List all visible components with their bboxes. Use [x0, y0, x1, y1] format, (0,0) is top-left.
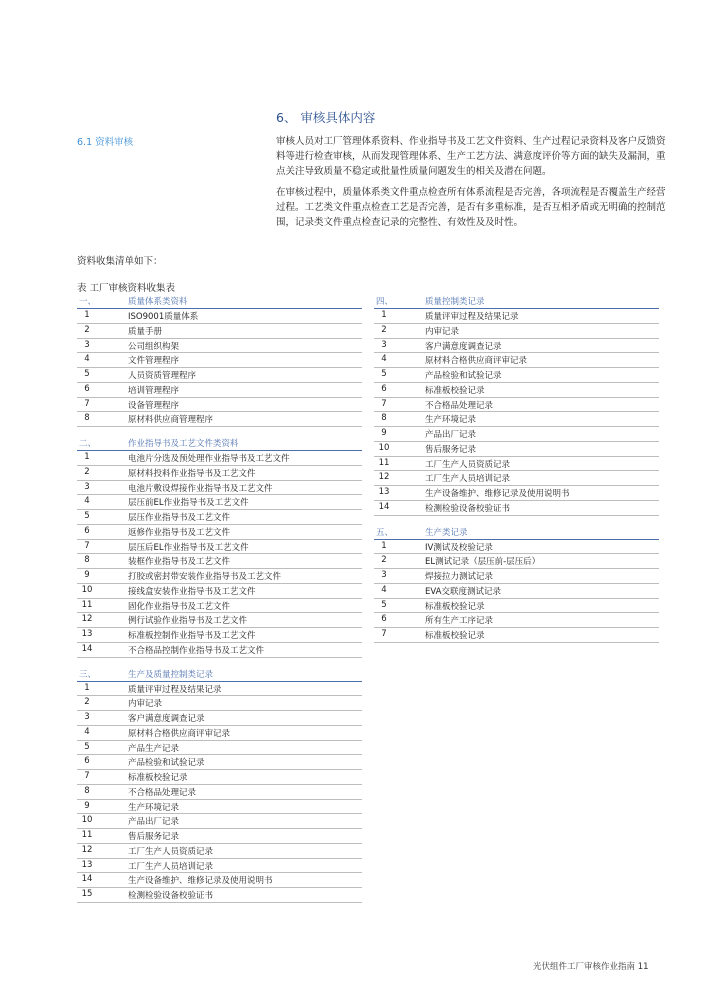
row-number: 9 [381, 428, 387, 438]
row-number: 10 [81, 815, 93, 826]
row-number: 13 [378, 487, 390, 497]
row-number: 2 [84, 466, 90, 477]
row-text: 产品生产记录 [128, 743, 180, 754]
table-group [77, 295, 362, 427]
row-text: 层压后EL作业指导书及工艺文件 [128, 542, 249, 553]
table-row [77, 540, 362, 555]
row-text: 工厂生产人员资质记录 [425, 459, 511, 470]
table-left-column [77, 295, 362, 913]
table-row [77, 398, 362, 413]
table-row [77, 383, 362, 398]
table-row [77, 353, 362, 368]
table-row [77, 481, 362, 496]
row-number: 7 [381, 629, 387, 639]
body-paragraph: 在审核过程中，质量体系类文件重点检查所有体系流程是否完善，各项流程是否覆盖生产经营过程。工艺类文件重点检查工艺是否完善，是否有多重标准，是否互相矛盾或无明确的控制范围，记录类文件重点检查记录的完整性、有效性及及时性。 [276, 187, 666, 228]
row-number: 7 [381, 398, 387, 409]
table-row [374, 628, 659, 643]
row-text: 标准板控制作业指导书及工艺文件 [128, 631, 256, 641]
row-text: 不合格品控制作业指导书及工艺文件 [128, 645, 265, 656]
row-number: 8 [84, 413, 90, 424]
table-row [374, 584, 659, 599]
table-row [77, 599, 362, 614]
row-number: 7 [84, 771, 90, 781]
table-row [77, 755, 362, 770]
row-number: 5 [84, 741, 90, 752]
row-number: 15 [81, 889, 93, 899]
row-number: 14 [81, 874, 93, 885]
row-text: 例行试验作业指导书及工艺文件 [128, 616, 248, 627]
row-text: 原材料合格供应商评审记录 [128, 728, 231, 739]
row-text: 电池片敷设焊接作业指导书及工艺文件 [128, 483, 273, 494]
row-number: 12 [378, 472, 390, 483]
row-text: 标准板校验记录 [425, 601, 485, 612]
group-title: 生产类记录 [425, 527, 468, 538]
row-text: ISO9001质量体系 [128, 312, 199, 322]
row-number: 4 [84, 726, 90, 737]
group-title: 生产及质量控制类记录 [128, 669, 214, 680]
table-row [77, 829, 362, 844]
row-number: 9 [84, 570, 90, 580]
row-number: 1 [84, 452, 90, 462]
row-text: 客户满意度调查记录 [128, 714, 205, 724]
row-number: 11 [81, 599, 93, 610]
row-text: 生产设备维护、维修记录及使用说明书 [425, 489, 570, 499]
row-number: 5 [84, 511, 90, 521]
row-number: 14 [81, 643, 93, 654]
row-text: 公司组织构架 [128, 341, 180, 352]
row-text: 原材料投料作业指导书及工艺文件 [128, 468, 256, 479]
table-row [374, 398, 659, 413]
row-number: 10 [81, 584, 93, 595]
row-number: 6 [381, 614, 387, 625]
row-number: 5 [84, 369, 90, 379]
row-text: 标准板校验记录 [128, 773, 188, 783]
row-number: 7 [84, 398, 90, 409]
row-text: 工厂生产人员培训记录 [425, 474, 511, 485]
table-row [77, 554, 362, 569]
table-row [77, 770, 362, 785]
group-number: 四、 [376, 297, 394, 307]
group-header [374, 295, 659, 309]
row-number: 12 [81, 614, 93, 625]
row-text: 培训管理程序 [128, 385, 180, 396]
row-text: 客户满意度调查记录 [425, 341, 502, 352]
row-number: 11 [378, 457, 390, 468]
table-row [77, 569, 362, 584]
group-header [77, 295, 362, 309]
row-text: 质量手册 [128, 326, 163, 337]
row-number: 2 [381, 555, 387, 566]
table-row [77, 412, 362, 427]
table-row [77, 726, 362, 741]
subsection-label: 6.1 资料审核 [77, 137, 134, 148]
row-text: 电池片分选及预处理作业指导书及工艺文件 [128, 454, 290, 464]
table-row [77, 696, 362, 711]
row-text: 层压作业指导书及工艺文件 [128, 513, 231, 523]
table-row [77, 628, 362, 643]
row-number: 8 [381, 413, 387, 424]
row-number: 9 [84, 800, 90, 811]
row-number: 1 [84, 682, 90, 693]
row-text: 原材料合格供应商评审记录 [425, 356, 528, 367]
row-number: 6 [84, 525, 90, 536]
row-number: 1 [84, 310, 90, 320]
row-number: 2 [84, 324, 90, 335]
row-text: 装框作业指导书及工艺文件 [128, 557, 231, 568]
row-text: 产品检验和试验记录 [425, 371, 502, 381]
row-text: 检测检验设备校验证书 [425, 503, 511, 514]
row-text: IV测试及校验记录 [425, 542, 493, 553]
group-number: 五、 [376, 527, 394, 538]
body-paragraph: 审核人员对工厂管理体系资料、作业指导书及工艺文件资料、生产过程记录资料及客户反馈资料等进行检查审核，从而发现管理体系、生产工艺方法、满意度评价等方面的缺失及漏洞，重点关注导致质量不稳定或批量性质量问题发生的相关及潜在问题。 [276, 136, 666, 177]
table-row [77, 339, 362, 354]
table-row [374, 457, 659, 472]
table-row [374, 540, 659, 555]
table-row [374, 486, 659, 501]
group-header [77, 437, 362, 451]
row-number: 1 [381, 310, 387, 320]
row-text: 工厂生产人员资质记录 [128, 846, 214, 857]
table-row [374, 569, 659, 584]
table-group [374, 295, 659, 516]
table-row [77, 451, 362, 466]
table-row [77, 324, 362, 339]
row-text: 售后服务记录 [128, 832, 180, 842]
row-number: 6 [84, 756, 90, 767]
group-number: 二、 [79, 439, 97, 449]
table-row [374, 501, 659, 516]
table-caption: 表 工厂审核资料收集表 [77, 283, 176, 294]
table-row [77, 873, 362, 888]
row-number: 1 [381, 540, 387, 551]
row-text: 焊接拉力测试记录 [425, 572, 494, 582]
table-row [77, 814, 362, 829]
row-number: 2 [84, 697, 90, 708]
row-text: 不合格品处理记录 [425, 400, 494, 411]
table-row [374, 554, 659, 569]
row-number: 8 [84, 555, 90, 566]
row-text: 工厂生产人员培训记录 [128, 861, 214, 872]
row-number: 3 [84, 339, 90, 350]
row-number: 11 [81, 830, 93, 840]
table-row [77, 844, 362, 859]
row-number: 10 [378, 442, 390, 453]
table-group [374, 526, 659, 643]
table-row [374, 368, 659, 383]
row-number: 5 [381, 369, 387, 379]
row-text: 质量评审过程及结果记录 [128, 684, 222, 695]
row-number: 13 [81, 859, 93, 870]
table-row [374, 412, 659, 427]
row-text: 产品检验和试验记录 [128, 758, 205, 769]
row-text: 人员资质管理程序 [128, 371, 197, 381]
row-text: 产品出厂记录 [425, 430, 477, 440]
group-number: 三、 [79, 669, 97, 680]
table-row [77, 309, 362, 324]
row-text: EL测试记录（层压前-层压后） [425, 557, 541, 568]
row-number: 3 [381, 339, 387, 350]
row-number: 5 [381, 599, 387, 610]
table-row [374, 383, 659, 398]
row-number: 3 [84, 481, 90, 492]
table-row [374, 442, 659, 457]
section-title: 6、 审核具体内容 [276, 110, 376, 125]
row-text: 所有生产工序记录 [425, 616, 494, 627]
row-text: 返修作业指导书及工艺文件 [128, 527, 231, 538]
table-row [77, 584, 362, 599]
table-row [77, 800, 362, 815]
table-row [374, 599, 659, 614]
row-text: 层压前EL作业指导书及工艺文件 [128, 498, 249, 509]
row-number: 7 [84, 540, 90, 551]
row-number: 13 [81, 629, 93, 639]
row-text: 文件管理程序 [128, 356, 180, 367]
row-number: 4 [381, 584, 387, 595]
table-row [374, 613, 659, 628]
row-number: 4 [84, 354, 90, 365]
row-number: 6 [381, 383, 387, 394]
row-text: 固化作业指导书及工艺文件 [128, 601, 231, 612]
row-number: 14 [378, 501, 390, 512]
row-number: 2 [381, 324, 387, 335]
table-row [374, 353, 659, 368]
row-text: 内审记录 [425, 326, 460, 337]
table-row [77, 466, 362, 481]
table-row [77, 368, 362, 383]
list-intro: 资料收集清单如下： [77, 256, 163, 267]
table-group [77, 437, 362, 658]
row-text: 检测检验设备校验证书 [128, 891, 214, 901]
row-text: 质量评审过程及结果记录 [425, 312, 519, 322]
row-text: 不合格品处理记录 [128, 787, 197, 798]
table-row [77, 525, 362, 540]
row-number: 6 [84, 383, 90, 394]
table-row [77, 643, 362, 658]
table-row [77, 682, 362, 697]
row-text: 内审记录 [128, 699, 163, 710]
row-number: 8 [84, 785, 90, 796]
row-text: 售后服务记录 [425, 444, 477, 455]
row-text: 标准板校验记录 [425, 631, 485, 641]
table-right-column [374, 295, 659, 653]
group-title: 质量控制类记录 [425, 297, 485, 307]
table-row [77, 785, 362, 800]
row-number: 3 [84, 712, 90, 722]
group-number: 一、 [79, 297, 97, 307]
table-row [374, 471, 659, 486]
table-row [77, 859, 362, 874]
row-number: 12 [81, 844, 93, 855]
row-number: 4 [381, 354, 387, 365]
row-text: 原材料供应商管理程序 [128, 415, 214, 426]
group-title: 质量体系类资料 [128, 297, 188, 307]
table-row [374, 324, 659, 339]
row-text: EVA交联度测试记录 [425, 586, 501, 597]
row-text: 生产设备维护、维修记录及使用说明书 [128, 876, 273, 887]
row-text: 产品出厂记录 [128, 817, 180, 828]
row-text: 生产环境记录 [128, 802, 180, 813]
row-text: 设备管理程序 [128, 400, 180, 411]
table-row [77, 510, 362, 525]
table-row [77, 711, 362, 726]
row-text: 接线盒安装作业指导书及工艺文件 [128, 586, 256, 597]
table-row [77, 613, 362, 628]
row-number: 3 [381, 570, 387, 580]
row-text: 打胶或密封带安装作业指导书及工艺文件 [128, 572, 282, 582]
group-title: 作业指导书及工艺文件类资料 [128, 439, 239, 449]
row-text: 标准板校验记录 [425, 385, 485, 396]
table-row [374, 339, 659, 354]
group-header [374, 526, 659, 540]
row-text: 生产环境记录 [425, 415, 477, 426]
table-row [77, 888, 362, 903]
table-row [374, 427, 659, 442]
page-footer: 光伏组件工厂审核作业指南 11 [533, 962, 649, 972]
table-row [374, 309, 659, 324]
table-group [77, 668, 362, 903]
table-row [77, 741, 362, 756]
table-row [77, 495, 362, 510]
group-header [77, 668, 362, 682]
row-number: 4 [84, 496, 90, 507]
